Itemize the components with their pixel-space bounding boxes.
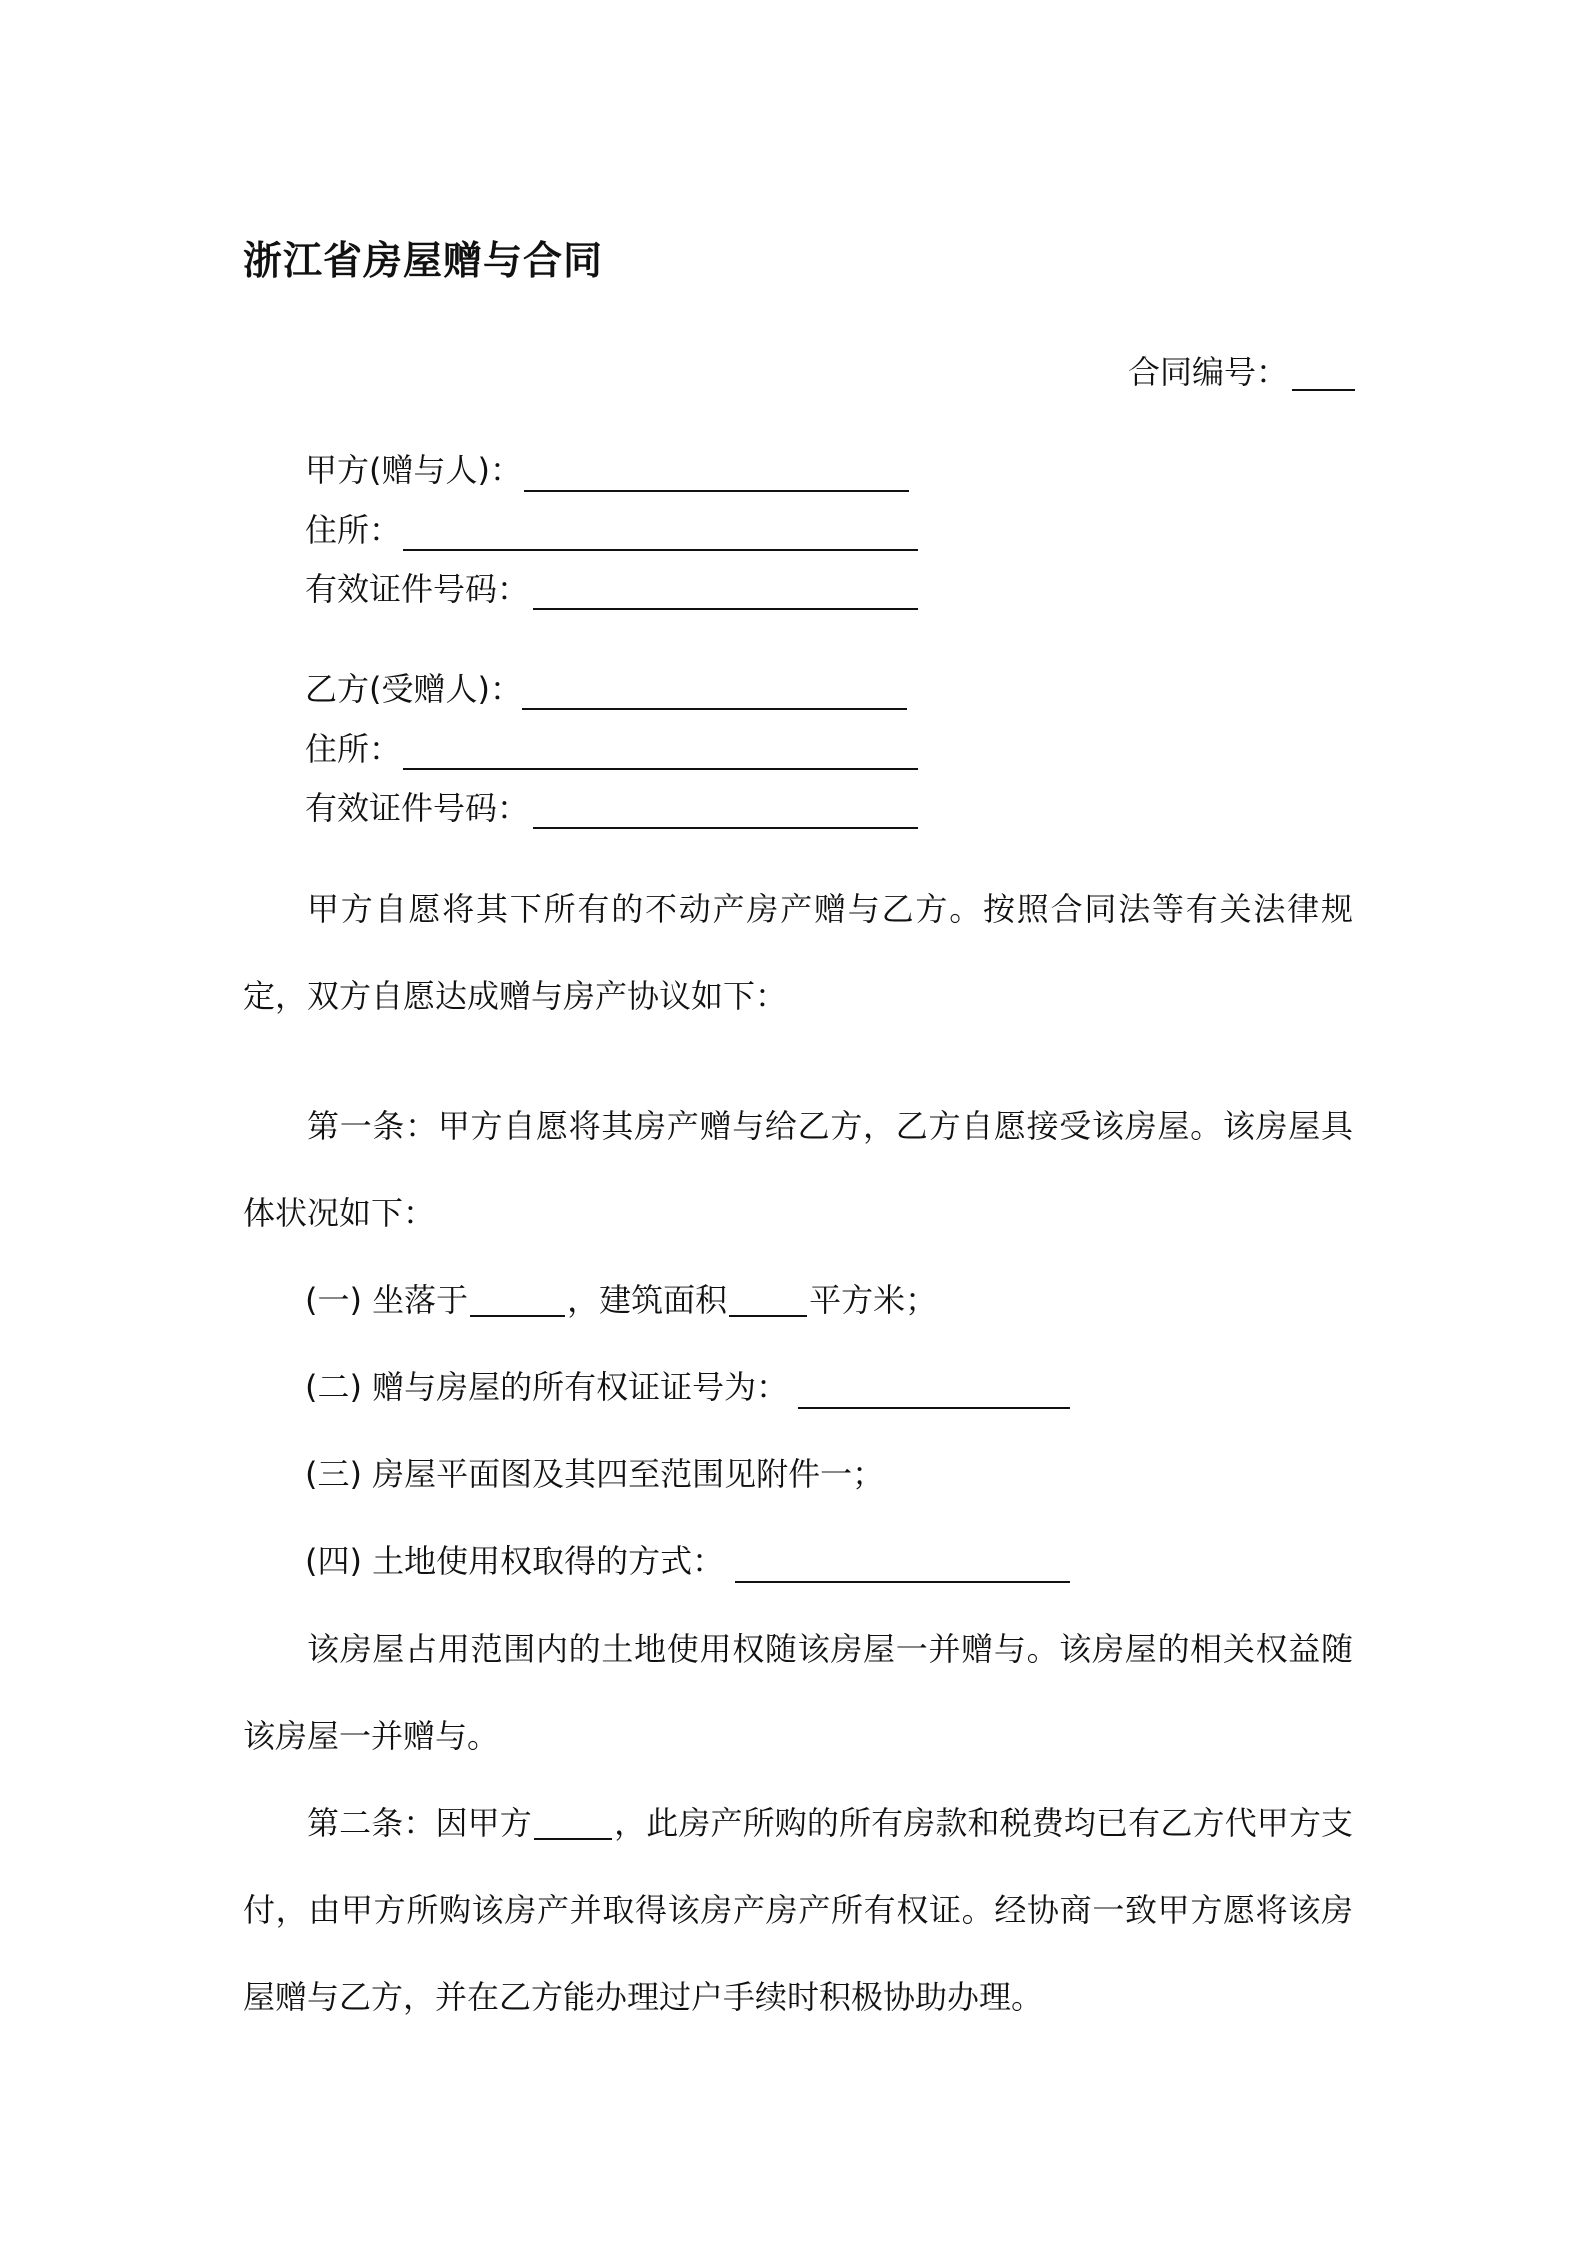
area-blank[interactable]	[729, 1279, 807, 1317]
ownership-cert-blank[interactable]	[798, 1407, 1070, 1409]
party-b-id-label: 有效证件号码：	[305, 789, 530, 827]
item-1-unit-label: 平方米；	[809, 1281, 938, 1319]
party-a-id-label: 有效证件号码：	[305, 570, 530, 608]
document-title: 浙江省房屋赠与合同	[243, 239, 604, 284]
intro-paragraph: 甲方自愿将其下所有的不动产房产赠与乙方。按照合同法等有关法律规定，双方自愿达成赠与房产协议如下：	[243, 890, 1353, 1015]
party-a-address-blank[interactable]	[403, 549, 918, 551]
reason-blank[interactable]	[534, 1802, 612, 1840]
article-1-item-2: (二) 赠与房屋的所有权证证号为：	[305, 1368, 789, 1406]
contract-no-blank[interactable]	[1292, 389, 1355, 391]
article-2-paragraph	[243, 1780, 1353, 2041]
party-b-name-blank[interactable]	[522, 708, 907, 710]
party-a-label: 甲方(赠与人)：	[305, 451, 522, 489]
item-1-area-label: ，建筑面积	[567, 1281, 728, 1319]
article-2-text-a: 第二条：因甲方	[307, 1804, 532, 1842]
land-use-note-paragraph: 该房屋占用范围内的土地使用权随该房屋一并赠与。该房屋的相关权益随该房屋一并赠与。	[243, 1630, 1353, 1755]
land-use-method-blank[interactable]	[735, 1581, 1070, 1583]
article-1-item-4: (四) 土地使用权取得的方式：	[305, 1542, 725, 1580]
contract-no-label: 合同编号：	[1128, 353, 1289, 391]
article-1-item-1	[305, 1279, 937, 1321]
party-b-address-blank[interactable]	[403, 768, 918, 770]
location-blank[interactable]	[470, 1279, 565, 1317]
article-2-text-b: ，此房产所购的所有房款和税费均已有乙方代甲方支付，由甲方所购该房产并取得该房产房产所有权证。经协商一致甲方愿将该房屋赠与乙方，并在乙方能办理过户手续时积极协助办理。	[243, 1804, 1353, 2016]
party-a-id-blank[interactable]	[533, 608, 918, 610]
party-a-name-blank[interactable]	[524, 490, 909, 492]
item-1-location-label: (一) 坐落于	[305, 1281, 469, 1319]
party-a-address-label: 住所：	[305, 511, 402, 549]
party-b-id-blank[interactable]	[533, 827, 918, 829]
party-b-label: 乙方(受赠人)：	[305, 670, 522, 708]
party-b-address-label: 住所：	[305, 730, 402, 768]
article-1-item-3: (三) 房屋平面图及其四至范围见附件一；	[305, 1455, 885, 1493]
article-1-paragraph: 第一条：甲方自愿将其房产赠与给乙方，乙方自愿接受该房屋。该房屋具体状况如下：	[243, 1107, 1353, 1232]
